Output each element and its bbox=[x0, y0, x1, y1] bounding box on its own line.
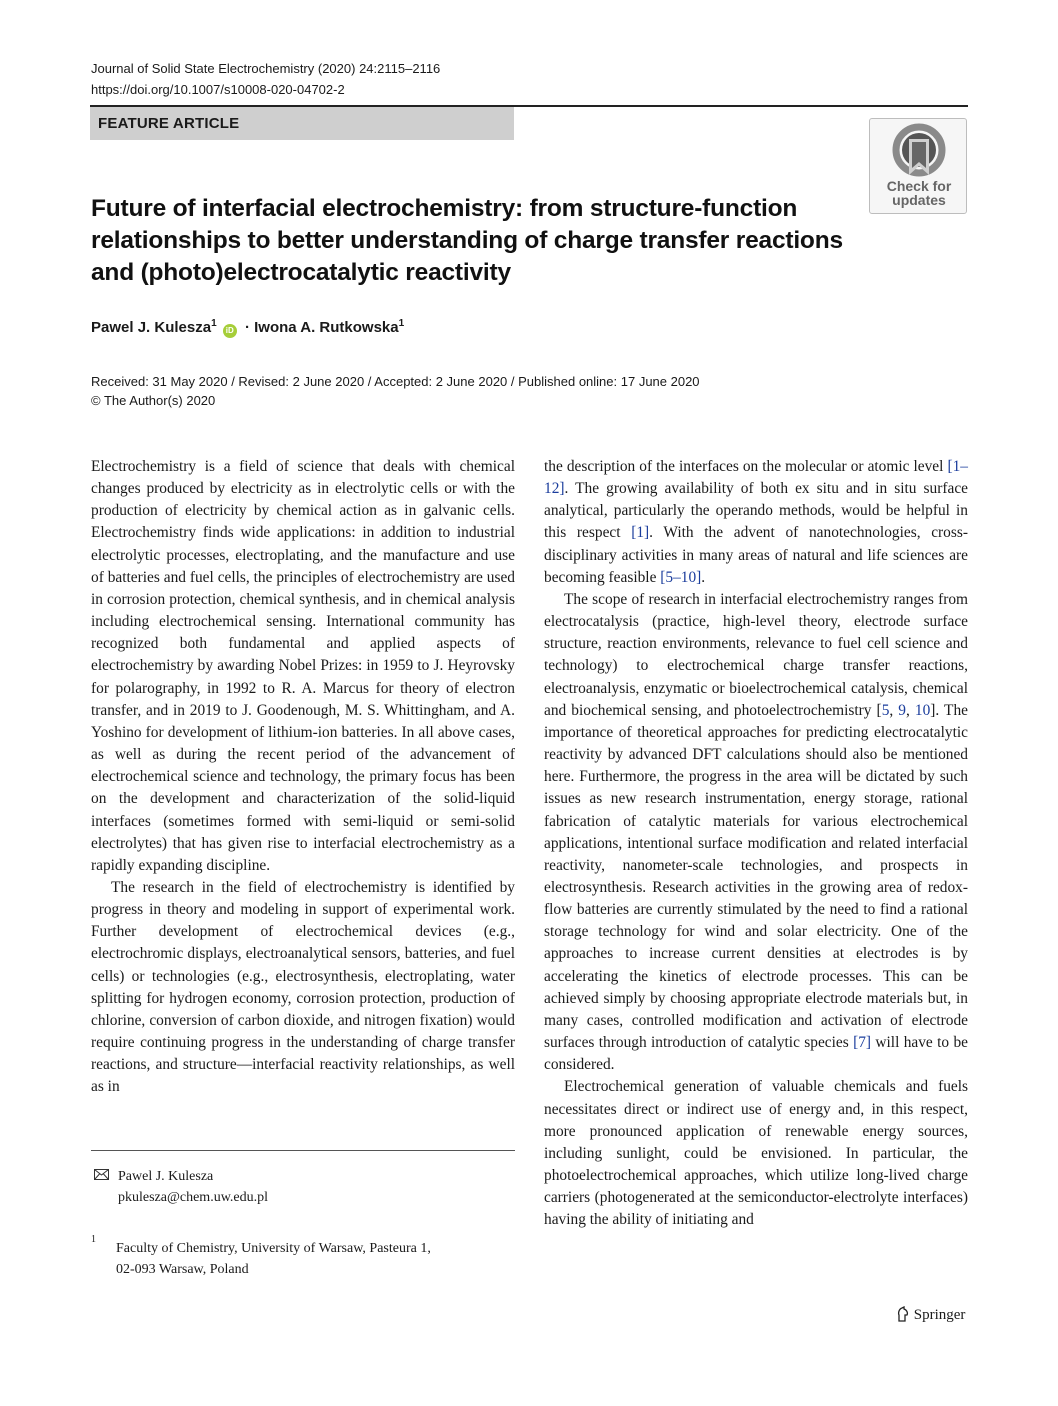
paragraph: Electrochemistry is a field of science that deals with chemical changes produced by electricity as in electrolytic cells or with the production of electricity by chemical action as in galvanic cells. Electrochemistry finds wide applications: in addition to industrial electrolytic processes, electroplating, and the manufacture and use of batteries and fuel cells, the principles of electrochemistry are used in corrosion protection, chemical synthesis, and in chemical analysis including electrochemical sensing. International community has recognized both fundamental and applied aspects of electrochemistry by awarding Nobel Prizes: in 1959 to J. Heyrovsky for polarography, in 1992 to R. A. Marcus for theory of electron transfer, and in 2019 to J. Goodenough, M. S. Whittingham, and A. Yoshino for development of lithium-ion batteries. In all above cases, as well as during the recent period of the advancement of electrochemical science and technology, the primary focus has been on the development and characterization of the solid-liquid interfaces (sometimes formed with semi-liquid or semi-solid electrolytes) that has given rise to interfacial electrochemistry as a rapidly expanding discipline. bbox=[91, 458, 515, 874]
publication-dates bbox=[91, 372, 700, 410]
citation-link[interactable]: [7] bbox=[853, 1034, 872, 1052]
journal-citation: Journal of Solid State Electrochemistry (2020) 24:2115–2116 bbox=[91, 61, 441, 76]
publisher-logo bbox=[896, 1306, 965, 1324]
section-label-bar bbox=[90, 107, 514, 140]
paragraph: The scope of research in interfacial electrochemistry ranges from electrocatalysis (practice, high-level theory, electrode surface structure, reaction environments, relevance to fuel cell science and technology) to electrochemical charge transfer reactions, electroanalysis, enzymatic or bioelectrochemical catalysis, chemical and biochemical sensing, and photoelectrochemistry [5, 9, 10]. The importance of theoretical approaches for predicting electrocatalytic reactivity by advanced DFT calculations should also be mentioned here. Furthermore, the progress in the area will be dictated by such issues as new research instrumentation, energy storage, rational fabrication of catalytic materials for various electrochemical applications, intentional surface modification and related interfacial reactivity, nanometer-scale technologies, and prospects in electrosynthesis. Research activities in the growing area of redox-flow batteries are currently stimulated by the need to find a rational storage technology for wind and solar electricity. One of the approaches to increase current densities at electrodes is by accelerating the kinetics of electrode processes. This can be achieved simply by choosing appropriate electrode materials but, in many cases, controlled modification and activation of electrode surfaces through introduction of catalytic species [7] will have to be considered. bbox=[544, 590, 968, 1074]
contact-name: Pawel J. Kulesza bbox=[118, 1169, 214, 1184]
copyright-line bbox=[91, 391, 700, 410]
section-label: FEATURE ARTICLE bbox=[98, 115, 240, 132]
journal-header bbox=[91, 58, 440, 100]
badge-line1: Check for bbox=[886, 178, 952, 194]
author-name[interactable]: Iwona A. Rutkowska bbox=[254, 319, 399, 336]
author-line bbox=[91, 318, 404, 338]
article-title: Future of interfacial electrochemistry: from structure-function relationships to better understanding of charge transfer reactions and (photo)electrocatalytic reactivity bbox=[91, 195, 843, 286]
affiliation-number: 1 bbox=[91, 1234, 96, 1245]
paragraph: The research in the field of electrochemistry is identified by progress in theory and modeling in support of experimental work. Further development of electrochemical devices (e.g., electrochromic displays, electroanalytical sensors, batteries, and fuel cells) or technologies (e.g., electrosynthesis, electroplating, water splitting for hydrogen economy, corrosion protection, production of chlorine, conversion of carbon dioxide, and nitrogen fixation) would require continuing progress in the understanding of charge transfer reactions, and structure—interfacial reactivity relationships, as well as in bbox=[91, 878, 515, 1096]
citation-link[interactable]: 10 bbox=[914, 701, 931, 719]
author-name[interactable]: Pawel J. Kulesza bbox=[91, 319, 212, 336]
copyright-icon: © bbox=[91, 393, 101, 408]
citation-link[interactable]: 5 bbox=[881, 701, 890, 719]
author-separator: · bbox=[244, 319, 250, 336]
citation-link[interactable]: [1–12] bbox=[544, 458, 968, 498]
citation-link[interactable]: [1] bbox=[631, 524, 650, 542]
corresponding-author bbox=[118, 1166, 268, 1208]
affiliation-marker: 1 bbox=[398, 318, 405, 329]
springer-horse-icon bbox=[896, 1306, 910, 1322]
date-history: Received: 31 May 2020 / Revised: 2 June 2020 / Accepted: 2 June 2020 / Published online: 17 June 2020 bbox=[91, 374, 700, 389]
paragraph: the description of the interfaces on the molecular or atomic level [1–12]. The growing availability of both ex situ and in situ surface analytical, particularly the operando methods, would be helpful in this respect [1]. With the advent of nanotechnologies, cross-disciplinary activities in many areas of natural and life sciences are becoming feasible [5–10]. bbox=[544, 458, 968, 586]
copyright-text: The Author(s) 2020 bbox=[103, 393, 216, 408]
publisher-name: Springer bbox=[913, 1307, 966, 1323]
affiliation bbox=[116, 1238, 431, 1280]
badge-line2: updates bbox=[892, 192, 946, 208]
footnote-rule bbox=[91, 1150, 515, 1151]
orcid-icon[interactable]: iD bbox=[223, 324, 237, 338]
citation-link[interactable]: 9 bbox=[898, 701, 906, 719]
citation-link[interactable]: [5–10] bbox=[660, 568, 702, 586]
bookmark-ring-icon bbox=[892, 123, 946, 177]
envelope-icon bbox=[94, 1166, 109, 1187]
affiliation-line: Faculty of Chemistry, University of Warsaw, Pasteura 1, bbox=[116, 1241, 431, 1256]
affiliation-marker: 1 bbox=[211, 318, 217, 329]
body-column-left bbox=[91, 456, 515, 1099]
contact-email[interactable]: pkulesza@chem.uw.edu.pl bbox=[118, 1190, 268, 1205]
body-column-right bbox=[544, 456, 968, 1231]
affiliation-line: 02-093 Warsaw, Poland bbox=[116, 1262, 249, 1277]
doi-link[interactable]: https://doi.org/10.1007/s10008-020-04702-2 bbox=[91, 82, 345, 97]
paragraph: Electrochemical generation of valuable chemicals and fuels necessitates direct or indirect use of energy and, in this respect, more pronounced application of renewable energy sources, including sunlight, could be envisioned. In particular, the photoelectrochemical approaches, which utilize long-lived charge carriers (photogenerated at the semiconductor-electrolyte interfaces) having the ability of initiating and bbox=[544, 1078, 968, 1229]
